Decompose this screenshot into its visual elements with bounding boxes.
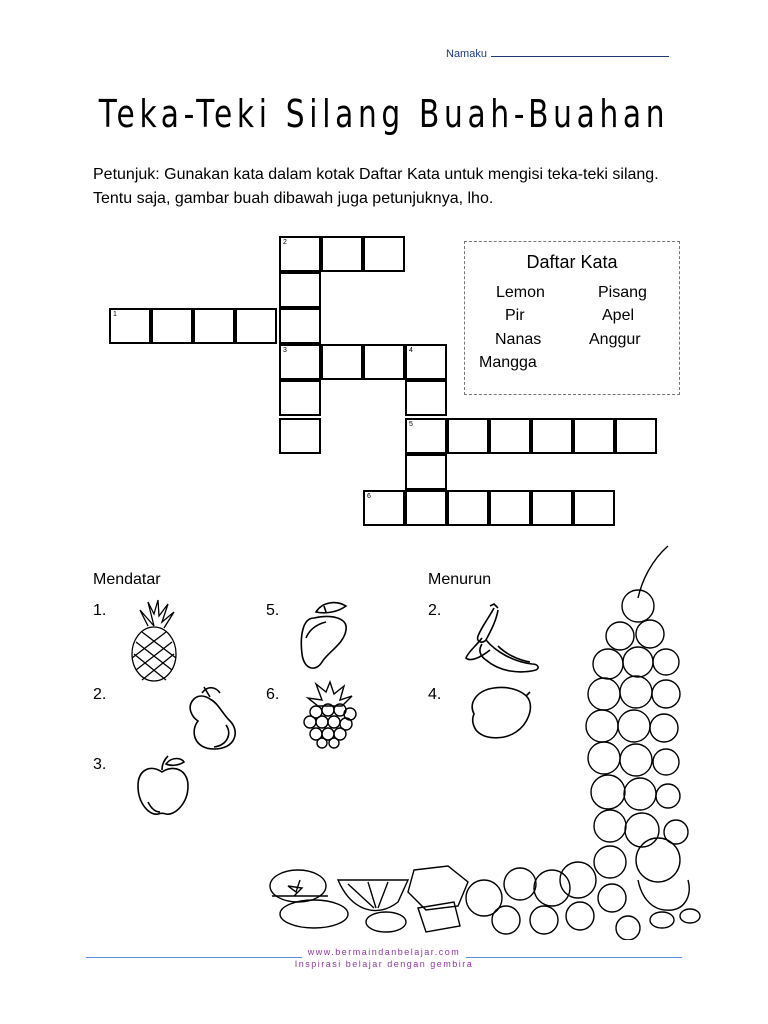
pear-icon xyxy=(180,683,244,753)
word-list-item: Lemon xyxy=(496,284,545,301)
grid-cell[interactable] xyxy=(405,490,447,526)
grid-cell[interactable] xyxy=(405,380,447,416)
grid-cell[interactable] xyxy=(489,490,531,526)
grid-cell[interactable] xyxy=(489,418,531,454)
footer-rule-left xyxy=(86,957,302,958)
grid-cell[interactable] xyxy=(279,380,321,416)
grid-cell[interactable] xyxy=(573,490,615,526)
grid-cell[interactable] xyxy=(573,418,615,454)
word-list-item: Pir xyxy=(505,307,525,324)
word-list-box xyxy=(464,241,680,395)
clue-number-label: 3. xyxy=(93,756,107,773)
clue-number-label: 4. xyxy=(428,686,442,703)
word-list-item: Mangga xyxy=(479,354,537,371)
word-list-title: Daftar Kata xyxy=(526,252,618,272)
clue-number: 1 xyxy=(113,311,117,318)
word-list-item: Pisang xyxy=(598,284,647,301)
grid-cell[interactable] xyxy=(279,272,321,308)
clue-number-label: 1. xyxy=(93,602,107,619)
clue-number-label: 2. xyxy=(93,686,107,703)
grid-cell[interactable] xyxy=(151,308,193,344)
grid-cell[interactable] xyxy=(405,344,447,380)
clue-number: 2 xyxy=(283,239,287,246)
grid-cell[interactable] xyxy=(363,344,405,380)
footer-tagline: Inspirasi belajar dengan gembira xyxy=(294,959,474,969)
clue-number: 4 xyxy=(409,347,413,354)
word-list-item: Nanas xyxy=(495,331,542,348)
across-heading: Mendatar xyxy=(93,571,161,588)
grid-cell[interactable] xyxy=(363,236,405,272)
grid-cell[interactable] xyxy=(447,490,489,526)
footer-url[interactable]: www.bermaindanbelajar.com xyxy=(307,947,461,957)
footer-rule-right xyxy=(466,957,682,958)
clue-number-label: 2. xyxy=(428,602,442,619)
grid-cell[interactable] xyxy=(321,236,363,272)
grid-cell[interactable] xyxy=(405,454,447,490)
clue-number-label: 6. xyxy=(266,686,280,703)
grid-cell[interactable] xyxy=(531,418,573,454)
grid-cell[interactable] xyxy=(235,308,277,344)
fruit-border-illustration xyxy=(258,540,720,940)
clue-number: 3 xyxy=(283,347,287,354)
grid-cell[interactable] xyxy=(363,490,405,526)
grid-cell[interactable] xyxy=(279,308,321,344)
page-title: Teka-Teki Silang Buah-Buahan xyxy=(98,92,670,136)
clue-number: 5 xyxy=(409,421,413,428)
clue-number-label: 5. xyxy=(266,602,280,619)
grid-cell[interactable] xyxy=(321,344,363,380)
name-label: Namaku xyxy=(446,48,487,60)
pineapple-icon xyxy=(128,598,180,684)
grid-cell[interactable] xyxy=(405,418,447,454)
word-list-item: Apel xyxy=(602,307,635,324)
grid-cell[interactable] xyxy=(193,308,235,344)
word-list-item: Anggur xyxy=(589,331,641,348)
name-field[interactable] xyxy=(446,46,669,60)
grid-cell[interactable] xyxy=(109,308,151,344)
grid-cell[interactable] xyxy=(615,418,657,454)
clue-number: 6 xyxy=(367,493,371,500)
instructions: Petunjuk: Gunakan kata dalam kotak Daftar Kata untuk mengisi teka-teki silang. Tentu saja, gambar buah dibawah juga petunjuknya, lho. xyxy=(93,166,659,207)
grid-cell[interactable] xyxy=(447,418,489,454)
down-heading: Menurun xyxy=(428,571,492,588)
grid-cell[interactable] xyxy=(531,490,573,526)
grid-cell[interactable] xyxy=(279,344,321,380)
grid-cell[interactable] xyxy=(279,236,321,272)
apple-icon xyxy=(134,754,192,818)
grid-cell[interactable] xyxy=(279,418,321,454)
name-underline xyxy=(491,46,669,57)
